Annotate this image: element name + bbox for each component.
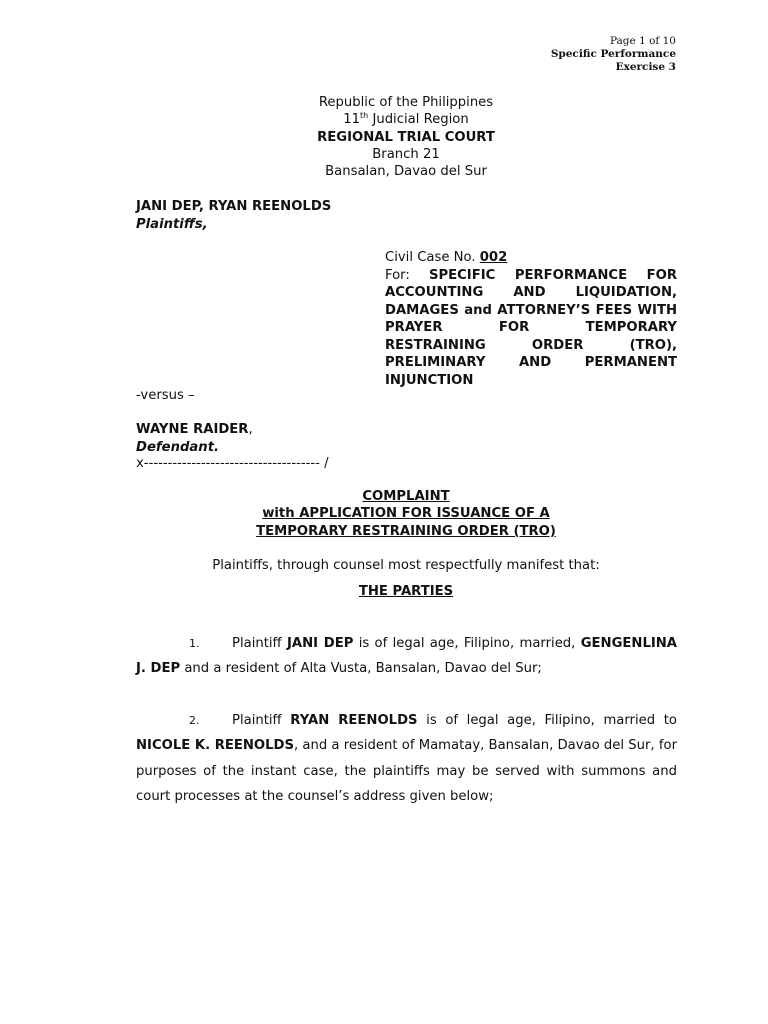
defendant-role: Defendant.	[136, 439, 220, 455]
case-nature	[385, 267, 677, 390]
caption-separator: x------------------------------------- /	[136, 456, 329, 471]
defendant-name: WAYNE RAIDER	[136, 422, 249, 437]
plaintiffs-block	[136, 198, 331, 233]
court-branch: Branch 21	[372, 146, 440, 162]
court-country: Republic of the Philippines	[318, 95, 494, 110]
page-header	[551, 35, 676, 74]
case-for-label: For:	[385, 267, 429, 283]
party-name: JANI DEP	[286, 636, 354, 651]
section-title: THE PARTIES	[358, 584, 454, 599]
title-line-3: TEMPORARY RESTRAINING ORDER (TRO)	[256, 523, 556, 539]
paragraph-number: 1.	[189, 637, 200, 650]
defendant-block	[136, 421, 253, 456]
paragraph-1	[136, 631, 677, 682]
court-heading	[0, 94, 768, 180]
paragraph-2	[136, 708, 677, 810]
paragraph-text: is of legal age, Filipino, married to	[417, 713, 677, 728]
region-suffix: th	[360, 111, 369, 121]
case-number-line	[385, 249, 677, 267]
party-name: RYAN REENOLDS	[290, 713, 418, 728]
document-title	[0, 488, 768, 540]
plaintiff-role: Plaintiffs,	[136, 216, 208, 232]
plaintiff-names: JANI DEP, RYAN REENOLDS	[136, 199, 332, 214]
region-text: Judicial Region	[368, 112, 469, 128]
court-location: Bansalan, Davao del Sur	[325, 164, 487, 180]
title-line-2: with APPLICATION FOR ISSUANCE OF A	[262, 506, 550, 522]
versus-label: -versus –	[136, 388, 195, 403]
paragraph-text: Plaintiff	[232, 713, 291, 728]
title-line-1: COMPLAINT	[362, 489, 450, 504]
paragraph-text: Plaintiff	[232, 636, 287, 651]
paragraph-text: , and a resident of Mamatay, Bansalan, Davao del Sur, for purposes of the instant case, the plaintiffs may be served with summons and court processes at the counsel’s address given below;	[136, 738, 677, 805]
paragraph-text: and a resident of Alta Vusta, Bansalan, Davao del Sur;	[180, 661, 542, 677]
defendant-comma: ,	[248, 422, 253, 437]
region-number: 11	[343, 112, 361, 128]
case-info	[385, 249, 677, 389]
page-number: Page 1 of 10	[609, 35, 676, 47]
court-region	[0, 111, 768, 128]
header-subject: Specific Performance	[550, 48, 676, 60]
spouse-name: GENGENLINA J. DEP	[136, 636, 677, 677]
court-name: REGIONAL TRIAL COURT	[317, 129, 495, 145]
paragraph-text: is of legal age, Filipino, married,	[353, 636, 581, 651]
defendant-name-line	[136, 421, 253, 439]
spouse-name: NICOLE K. REENOLDS	[136, 738, 294, 754]
header-exercise: Exercise 3	[615, 61, 676, 73]
case-number: 002	[479, 250, 508, 265]
intro-statement: Plaintiffs, through counsel most respectfully manifest that:	[212, 558, 600, 573]
paragraph-number: 2.	[189, 714, 200, 727]
case-nature-text: SPECIFIC PERFORMANCE FOR ACCOUNTING AND LIQUIDATION, DAMAGES and ATTORNEY’S FEES WITH PRAYER FOR TEMPORARY RESTRAINING ORDER (TRO), PRELIMINARY AND PERMANENT INJUNCTION	[385, 267, 677, 388]
case-number-label: Civil Case No.	[385, 250, 480, 265]
